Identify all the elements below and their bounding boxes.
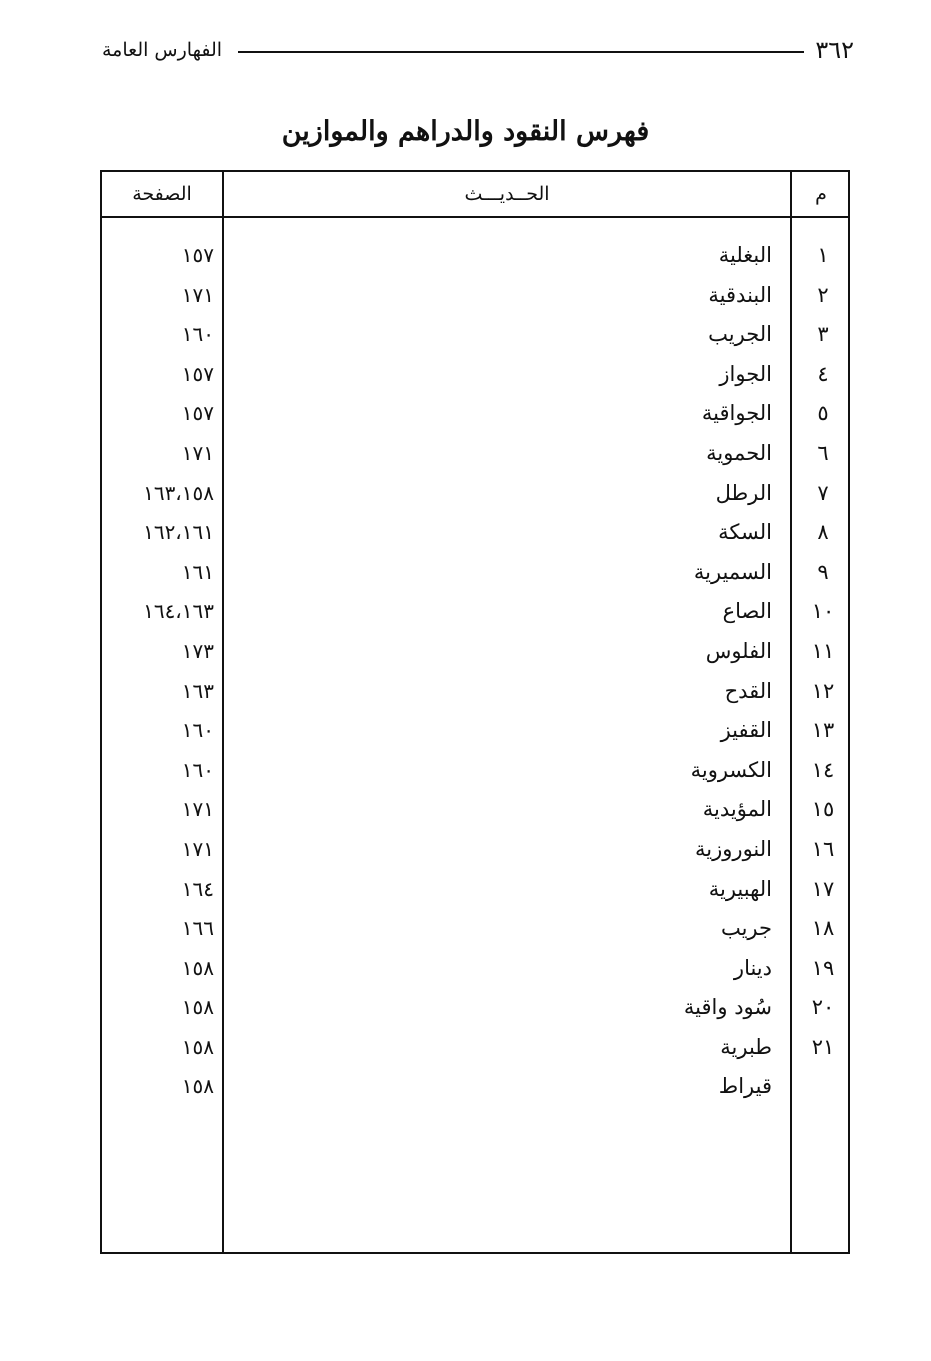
row-number: ١٣ — [811, 718, 835, 743]
table-row — [102, 790, 852, 830]
row-number: ٢١ — [811, 1034, 835, 1059]
row-term: الصاع — [722, 599, 772, 624]
row-pages: ١٥٧ — [181, 401, 214, 426]
row-term: الرطل — [715, 480, 772, 505]
row-number: ١٢ — [811, 678, 835, 703]
row-pages: ١٦٣ — [181, 678, 214, 703]
row-term: جريب — [720, 916, 772, 941]
row-term: البغلية — [718, 243, 772, 267]
table-row — [102, 870, 852, 910]
row-term: الجواز — [719, 361, 772, 386]
row-number: ٣ — [817, 322, 829, 347]
table-row — [102, 949, 852, 989]
row-pages: ١٥٨ — [181, 1074, 214, 1099]
row-number: ٤ — [817, 361, 829, 386]
row-pages: ١٦٣،١٥٨ — [143, 480, 214, 505]
row-term: القفيز — [720, 718, 772, 743]
row-pages: ١٧١ — [181, 440, 214, 465]
table-body — [102, 236, 852, 1107]
row-term: طبرية — [720, 1034, 772, 1059]
page-title: فهرس النقود والدراهم والموازين — [281, 116, 650, 147]
table-row — [102, 394, 852, 434]
row-term: قيراط — [718, 1074, 772, 1099]
row-number: ١٨ — [811, 916, 835, 941]
table-row — [102, 276, 852, 316]
row-pages: ١٦٠ — [181, 322, 214, 347]
header-page: الصفحة — [132, 183, 192, 205]
row-number — [802, 1067, 844, 1107]
row-term: القدح — [724, 678, 772, 703]
row-number: ١ — [817, 243, 829, 267]
section-name: الفهارس العامة — [102, 39, 223, 61]
row-number: ٢٠ — [811, 995, 835, 1020]
row-pages: ١٧١ — [181, 797, 214, 822]
row-term: السكة — [718, 520, 772, 545]
table-row — [102, 434, 852, 474]
row-term: السميرية — [693, 559, 772, 584]
row-number: ٢ — [817, 282, 829, 307]
row-pages: ١٦٦ — [181, 916, 214, 941]
row-pages: ١٦٢،١٦١ — [143, 520, 214, 545]
row-term: سُود واقية — [683, 995, 772, 1020]
row-pages: ١٧٣ — [181, 638, 214, 663]
row-term: الهبيرية — [708, 876, 772, 901]
table-row — [102, 355, 852, 395]
row-pages: ١٦٤ — [181, 876, 214, 901]
row-term: الجريب — [708, 322, 772, 347]
table-row — [102, 751, 852, 791]
row-number: ١١ — [811, 638, 835, 663]
table-row — [102, 315, 852, 355]
header-term: الحــديـــث — [464, 183, 550, 205]
table-row — [102, 909, 852, 949]
row-term: الكسروية — [690, 757, 772, 782]
row-pages: ١٧١ — [181, 836, 214, 861]
row-term: الفلوس — [705, 638, 772, 663]
row-pages: ١٥٧ — [181, 361, 214, 386]
row-pages: ١٥٨ — [181, 1034, 214, 1059]
row-number: ١٩ — [811, 955, 835, 980]
table-row — [102, 592, 852, 632]
row-term: البندقية — [708, 282, 772, 307]
row-pages: ١٧١ — [181, 282, 214, 307]
row-number: ١٧ — [811, 876, 835, 901]
row-number: ١٤ — [811, 757, 835, 782]
row-term: الحموية — [706, 440, 772, 465]
table-row — [102, 988, 852, 1028]
row-term: دينار — [733, 955, 772, 980]
index-table — [100, 170, 850, 1254]
row-number: ٨ — [817, 520, 829, 545]
row-number: ٧ — [817, 480, 829, 505]
row-pages: ١٥٧ — [181, 243, 214, 267]
table-header-rule — [102, 216, 848, 218]
row-pages: ١٦٠ — [181, 718, 214, 743]
row-pages: ١٥٨ — [181, 995, 214, 1020]
row-number: ١٦ — [811, 836, 835, 861]
row-term: المؤيدية — [702, 797, 772, 822]
table-row — [102, 513, 852, 553]
row-number: ٦ — [817, 440, 829, 465]
row-pages: ١٦٤،١٦٣ — [143, 599, 214, 624]
row-pages: ١٦٠ — [181, 757, 214, 782]
table-row — [102, 1067, 852, 1107]
table-row — [102, 236, 852, 276]
row-number: ٥ — [817, 401, 829, 426]
table-row — [102, 672, 852, 712]
row-number: ٩ — [817, 559, 829, 584]
row-pages: ١٥٨ — [181, 955, 214, 980]
table-row — [102, 830, 852, 870]
table-row — [102, 1028, 852, 1068]
row-term: الجواقية — [701, 401, 772, 426]
header-number: م — [815, 183, 827, 205]
running-head — [102, 32, 854, 68]
row-term: النوروزية — [695, 836, 772, 861]
table-row — [102, 711, 852, 751]
row-number: ١٥ — [811, 797, 835, 822]
table-row — [102, 632, 852, 672]
row-number: ١٠ — [811, 599, 835, 624]
table-row — [102, 553, 852, 593]
header-rule — [238, 51, 804, 53]
row-pages: ١٦١ — [181, 559, 214, 584]
page-number: ٣٦٢ — [815, 36, 854, 64]
table-row — [102, 474, 852, 514]
